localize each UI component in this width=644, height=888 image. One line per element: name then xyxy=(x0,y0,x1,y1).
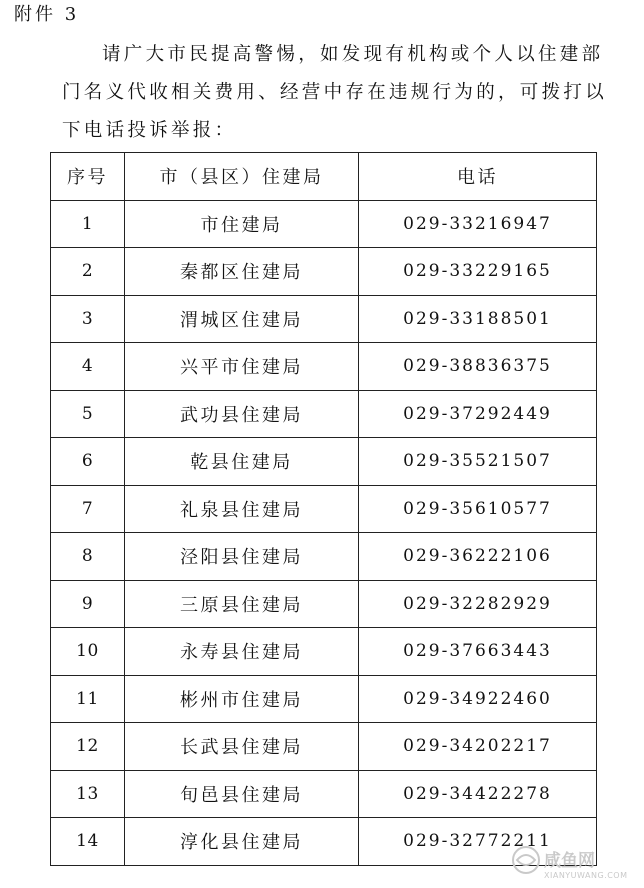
row-number: 14 xyxy=(51,818,125,866)
intro-line: 请广大市民提高警惕，如发现有机构或个人以住建部 xyxy=(102,44,604,65)
row-bureau-name: 泾阳县住建局 xyxy=(125,533,359,581)
row-bureau-name: 旬邑县住建局 xyxy=(125,770,359,818)
row-number: 5 xyxy=(51,390,125,438)
table-row xyxy=(51,200,597,248)
row-bureau-name: 永寿县住建局 xyxy=(125,628,359,676)
table-header-row xyxy=(51,153,597,201)
table-body xyxy=(51,200,597,865)
row-bureau-name: 市住建局 xyxy=(125,200,359,248)
row-bureau-name: 秦都区住建局 xyxy=(125,248,359,296)
header-number: 序号 xyxy=(51,153,125,201)
table-row xyxy=(51,248,597,296)
row-phone-number: 029-34202217 xyxy=(359,723,597,771)
row-number: 10 xyxy=(51,628,125,676)
row-bureau-name: 淳化县住建局 xyxy=(125,818,359,866)
row-phone-number: 029-36222106 xyxy=(359,533,597,581)
row-phone-number: 029-33188501 xyxy=(359,295,597,343)
table-row xyxy=(51,818,597,866)
intro-line: 下电话投诉举报： xyxy=(62,120,237,141)
row-number: 8 xyxy=(51,533,125,581)
row-phone-number: 029-34922460 xyxy=(359,675,597,723)
row-bureau-name: 武功县住建局 xyxy=(125,390,359,438)
row-bureau-name: 彬州市住建局 xyxy=(125,675,359,723)
watermark-url: XIANYUWANG.COM xyxy=(544,871,628,880)
row-bureau-name: 渭城区住建局 xyxy=(125,295,359,343)
row-bureau-name: 三原县住建局 xyxy=(125,580,359,628)
row-number: 4 xyxy=(51,343,125,391)
row-phone-number: 029-34422278 xyxy=(359,770,597,818)
row-number: 2 xyxy=(51,248,125,296)
complaint-hotline-table xyxy=(50,152,597,866)
table-row xyxy=(51,628,597,676)
row-phone-number: 029-33229165 xyxy=(359,248,597,296)
row-number: 7 xyxy=(51,485,125,533)
row-phone-number: 029-35610577 xyxy=(359,485,597,533)
row-bureau-name: 兴平市住建局 xyxy=(125,343,359,391)
row-number: 3 xyxy=(51,295,125,343)
row-phone-number: 029-32282929 xyxy=(359,580,597,628)
table-row xyxy=(51,390,597,438)
row-number: 9 xyxy=(51,580,125,628)
table-row xyxy=(51,770,597,818)
watermark-name: 咸鱼网 xyxy=(544,851,595,871)
row-phone-number: 029-37292449 xyxy=(359,390,597,438)
row-number: 12 xyxy=(51,723,125,771)
header-phone: 电话 xyxy=(359,153,597,201)
intro-paragraph xyxy=(62,36,608,150)
table-row xyxy=(51,438,597,486)
table-row xyxy=(51,675,597,723)
table-row xyxy=(51,580,597,628)
intro-line: 门名义代收相关费用、经营中存在违规行为的，可拨打以 xyxy=(62,82,608,103)
row-phone-number: 029-38836375 xyxy=(359,343,597,391)
row-number: 13 xyxy=(51,770,125,818)
table-row xyxy=(51,723,597,771)
row-number: 1 xyxy=(51,200,125,248)
row-number: 6 xyxy=(51,438,125,486)
table-row xyxy=(51,295,597,343)
row-bureau-name: 乾县住建局 xyxy=(125,438,359,486)
attachment-label: 附件 3 xyxy=(14,4,80,25)
header-bureau: 市（县区）住建局 xyxy=(125,153,359,201)
row-phone-number: 029-37663443 xyxy=(359,628,597,676)
table-row xyxy=(51,343,597,391)
row-number: 11 xyxy=(51,675,125,723)
row-bureau-name: 礼泉县住建局 xyxy=(125,485,359,533)
row-phone-number: 029-32772211 xyxy=(359,818,597,866)
row-bureau-name: 长武县住建局 xyxy=(125,723,359,771)
table-row xyxy=(51,533,597,581)
row-phone-number: 029-35521507 xyxy=(359,438,597,486)
table-row xyxy=(51,485,597,533)
row-phone-number: 029-33216947 xyxy=(359,200,597,248)
